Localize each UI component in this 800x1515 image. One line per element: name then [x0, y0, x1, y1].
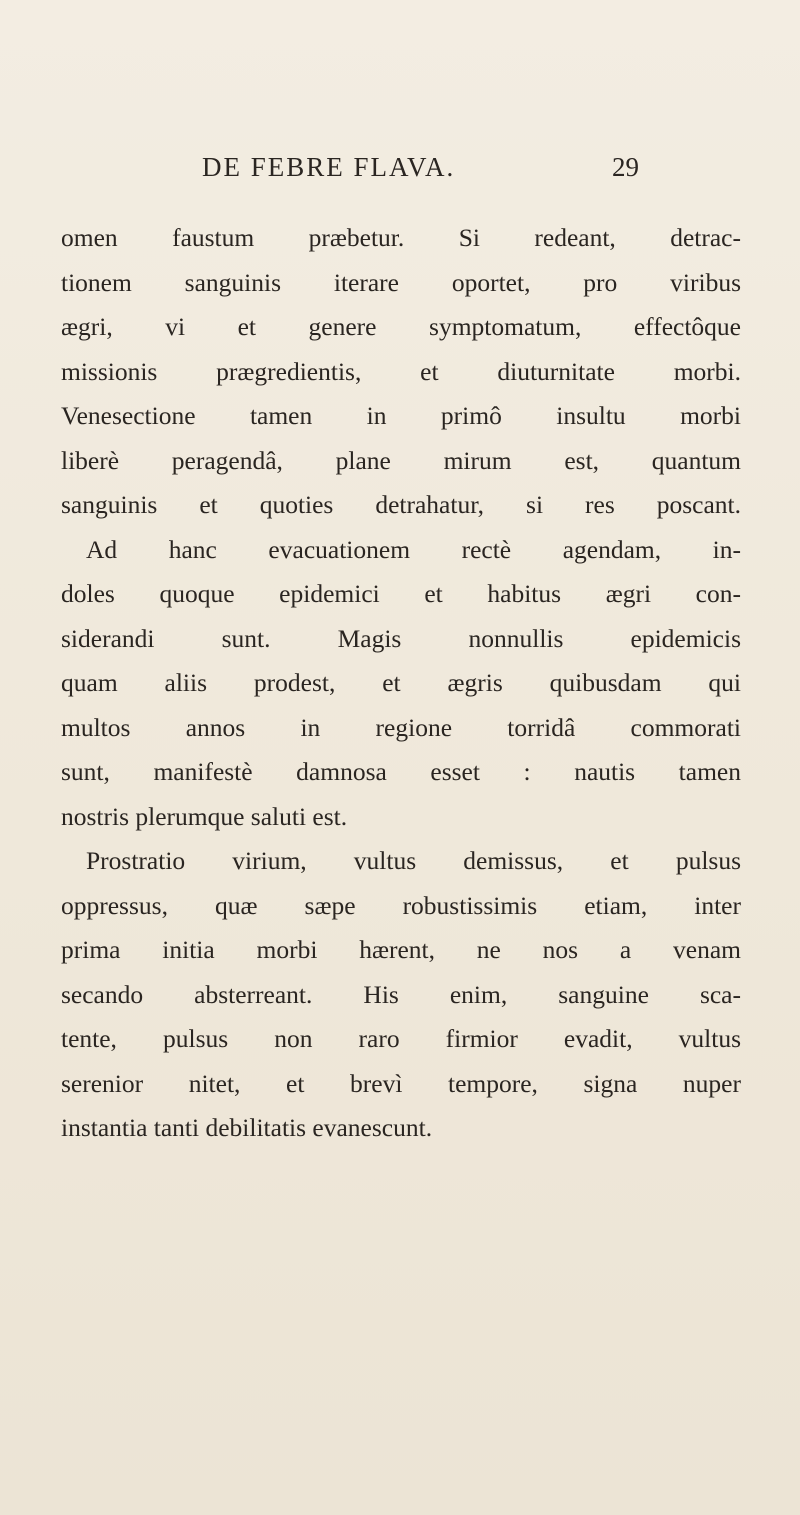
text-line: Prostratio virium, vultus demissus, et pulsus — [86, 846, 741, 875]
text-line: doles quoque epidemici et habitus ægri con- — [61, 579, 741, 608]
text-line: missionis prægredientis, et diuturnitate morbi. — [61, 356, 741, 386]
text-line: liberè peragendâ, plane mirum est, quantum — [61, 445, 741, 475]
text-line: serenior nitet, et brevì tempore, signa nuper — [61, 1068, 741, 1098]
text-line: Ad hanc evacuationem rectè agendam, in- — [86, 534, 741, 564]
text-line: siderandi sunt. Magis nonnullis epidemicis — [61, 623, 741, 653]
text-line: Venesectione tamen in primô insultu morbi — [61, 401, 741, 430]
text-line: quam aliis prodest, et ægris quibusdam qui — [61, 668, 741, 697]
text-line: tionem sanguinis iterare oportet, pro viribus — [61, 267, 741, 297]
page-number: 29 — [612, 152, 639, 182]
text-line: sunt, manifestè damnosa esset : nautis tamen — [61, 757, 741, 786]
text-line: omen faustum præbetur. Si redeant, detrac- — [61, 223, 741, 252]
running-head — [0, 152, 800, 192]
text-line: oppressus, quæ sæpe robustissimis etiam, inter — [61, 890, 741, 920]
text-line: instantia tanti debilitatis evanescunt. — [61, 1113, 433, 1142]
text-line: nostris plerumque saluti est. — [61, 801, 348, 831]
text-line: ægri, vi et genere symptomatum, effectôque — [61, 312, 741, 341]
running-title: DE FEBRE FLAVA. — [202, 152, 456, 182]
text-line: tente, pulsus non raro firmior evadit, vultus — [61, 1024, 741, 1053]
text-line: secando absterreant. His enim, sanguine sca- — [61, 979, 741, 1009]
text-line: sanguinis et quoties detrahatur, si res poscant. — [61, 490, 741, 519]
text-line: prima initia morbi hærent, ne nos a venam — [61, 935, 741, 964]
body-text — [61, 216, 741, 1151]
text-line: multos annos in regione torridâ commorati — [61, 712, 741, 742]
